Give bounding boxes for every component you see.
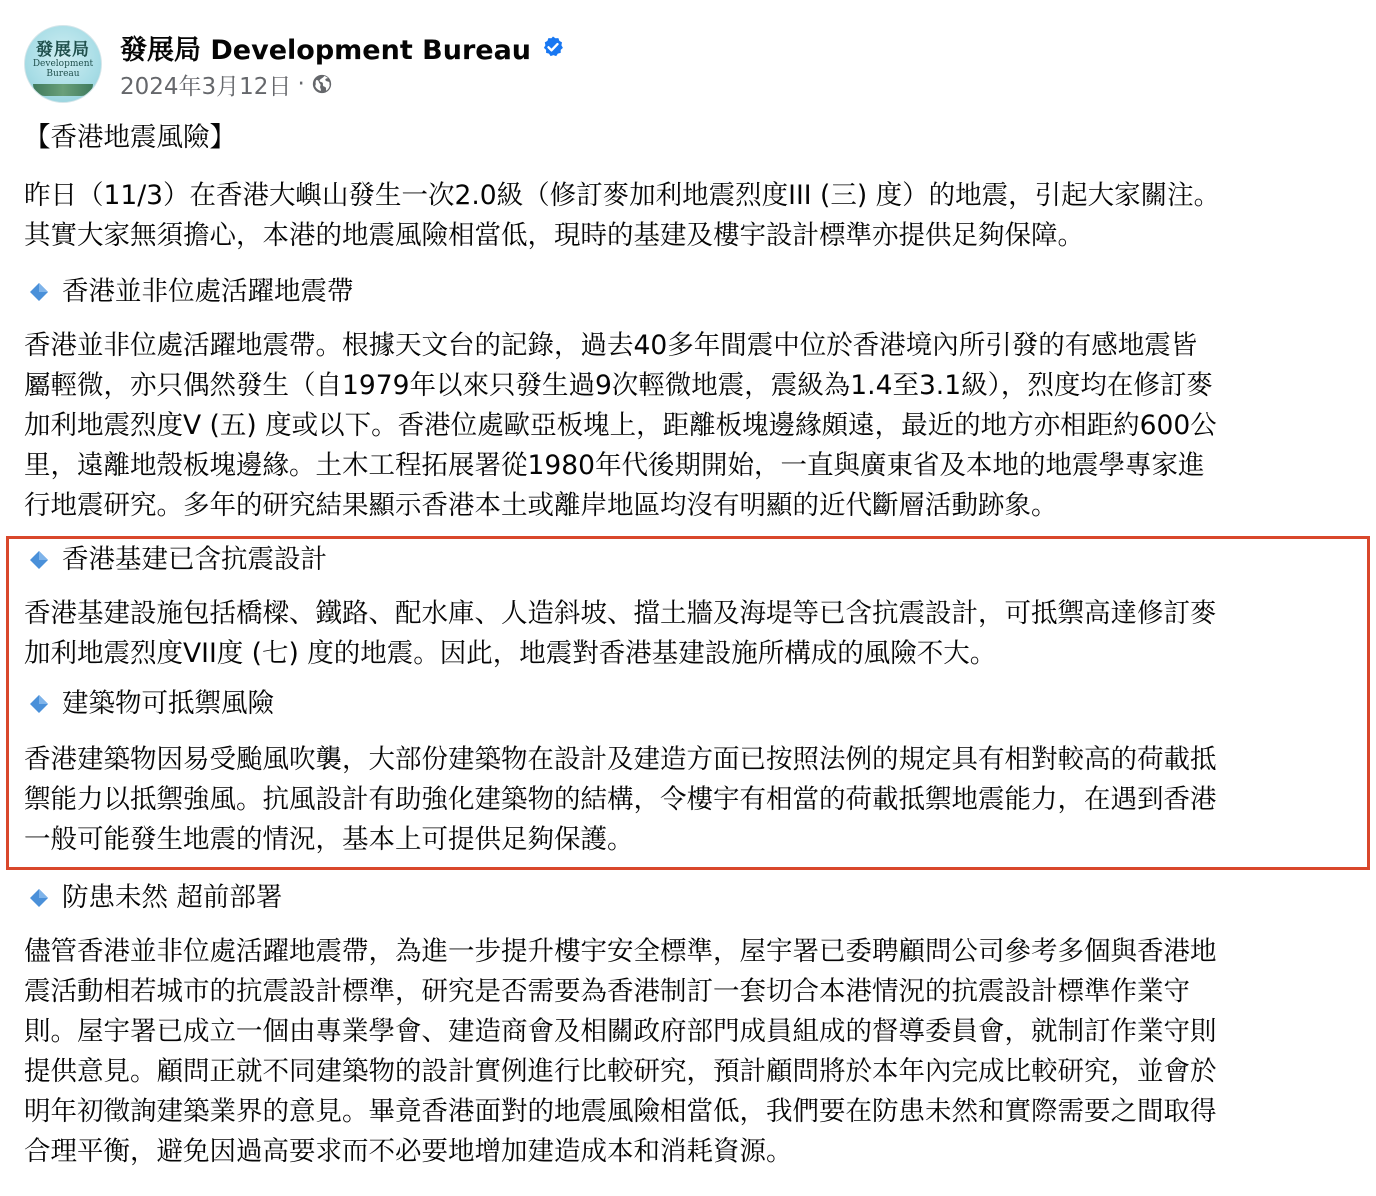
text-line: 禦能力以抵禦強風。抗風設計有助強化建築物的結構，令樓宇有相當的荷載抵禦地震能力，在遇到香港 xyxy=(24,784,1217,815)
text-line: 明年初徵詢建築業界的意見。畢竟香港面對的地震風險相當低，我們要在防患未然和實際需要之間取得 xyxy=(24,1096,1217,1127)
post-title: 【香港地震風險】 xyxy=(24,122,236,153)
post-body xyxy=(24,118,1374,1172)
page-avatar[interactable] xyxy=(24,25,102,103)
section-heading xyxy=(24,540,1374,580)
text-line: 加利地震烈度VII度 (七) 度的地震。因此，地震對香港基建設施所構成的風險不大。 xyxy=(24,638,997,669)
text-line: 行地震研究。多年的研究結果顯示香港本土或離岸地區均沒有明顯的近代斷層活動跡象。 xyxy=(24,490,1058,521)
page-name-row xyxy=(120,27,565,67)
small-blue-diamond-icon xyxy=(28,887,50,909)
avatar-logo-en: Development Bureau xyxy=(32,59,94,79)
text-line: 昨日（11/3）在香港大嶼山發生一次2.0級（修訂麥加利地震烈度III (三) 度）的地震，引起大家關注。 xyxy=(24,180,1221,211)
page-name-link[interactable]: 發展局 Development Bureau xyxy=(120,34,532,66)
meta-separator: · xyxy=(297,71,305,97)
small-blue-diamond-icon xyxy=(28,549,50,571)
post-meta xyxy=(120,67,565,101)
text-line: 香港建築物因易受颱風吹襲，大部份建築物在設計及建造方面已按照法例的規定具有相對較高的荷載抵 xyxy=(24,744,1217,775)
text-line: 加利地震烈度V (五) 度或以下。香港位處歐亞板塊上，距離板塊邊緣頗遠，最近的地方亦相距約600公 xyxy=(24,410,1217,441)
section-paragraph xyxy=(24,932,1374,1172)
text-line: 香港基建設施包括橋樑、鐵路、配水庫、人造斜坡、擋土牆及海堤等已含抗震設計，可抵禦高達修訂麥 xyxy=(24,598,1217,629)
section-paragraph xyxy=(24,326,1374,526)
section-heading-text: 防患未然 超前部署 xyxy=(62,882,283,913)
text-line: 香港並非位處活躍地震帶。根據天文台的記錄，過去40多年間震中位於香港境內所引發的有感地震皆 xyxy=(24,330,1198,361)
text-line: 則。屋宇署已成立一個由專業學會、建造商會及相關政府部門成員組成的督導委員會，就制訂作業守則 xyxy=(24,1016,1217,1047)
post-header xyxy=(24,24,565,104)
header-text xyxy=(120,27,565,101)
section-heading-text: 香港並非位處活躍地震帶 xyxy=(62,276,354,307)
avatar-logo-landscape xyxy=(33,84,93,96)
text-line: 屬輕微，亦只偶然發生（自1979年以來只發生過9次輕微地震，震級為1.4至3.1級），烈度均在修訂麥 xyxy=(24,370,1213,401)
section-heading xyxy=(24,878,1374,918)
text-line: 里，遠離地殼板塊邊緣。土木工程拓展署從1980年代後期開始，一直與廣東省及本地的地震學專家進 xyxy=(24,450,1205,481)
small-blue-diamond-icon xyxy=(28,693,50,715)
text-line: 提供意見。顧問正就不同建築物的設計實例進行比較研究，預計顧問將於本年內完成比較研究，並會於 xyxy=(24,1056,1217,1087)
section-paragraph xyxy=(24,594,1374,674)
section-heading xyxy=(24,684,1374,724)
post-date-link[interactable]: 2024年3月12日 xyxy=(120,73,292,100)
verified-badge-icon xyxy=(541,35,565,59)
section-heading-text: 建築物可抵禦風險 xyxy=(62,688,274,719)
section-paragraph xyxy=(24,740,1374,860)
text-line: 震活動相若城市的抗震設計標準，研究是否需要為香港制訂一套切合本港情況的抗震設計標準作業守 xyxy=(24,976,1190,1007)
avatar-logo-cn: 發展局 xyxy=(36,40,90,60)
section-heading-text: 香港基建已含抗震設計 xyxy=(62,544,327,575)
text-line: 其實大家無須擔心，本港的地震風險相當低，現時的基建及樓宇設計標準亦提供足夠保障。 xyxy=(24,220,1084,251)
text-line: 儘管香港並非位處活躍地震帶，為進一步提升樓宇安全標準，屋宇署已委聘顧問公司參考多個與香港地 xyxy=(24,936,1217,967)
text-line: 一般可能發生地震的情況，基本上可提供足夠保護。 xyxy=(24,824,634,855)
text-line: 合理平衡，避免因過高要求而不必要地增加建造成本和消耗資源。 xyxy=(24,1136,793,1167)
section-heading xyxy=(24,272,1374,312)
globe-icon[interactable] xyxy=(311,73,333,95)
small-blue-diamond-icon xyxy=(28,281,50,303)
intro-paragraph xyxy=(24,176,1374,256)
